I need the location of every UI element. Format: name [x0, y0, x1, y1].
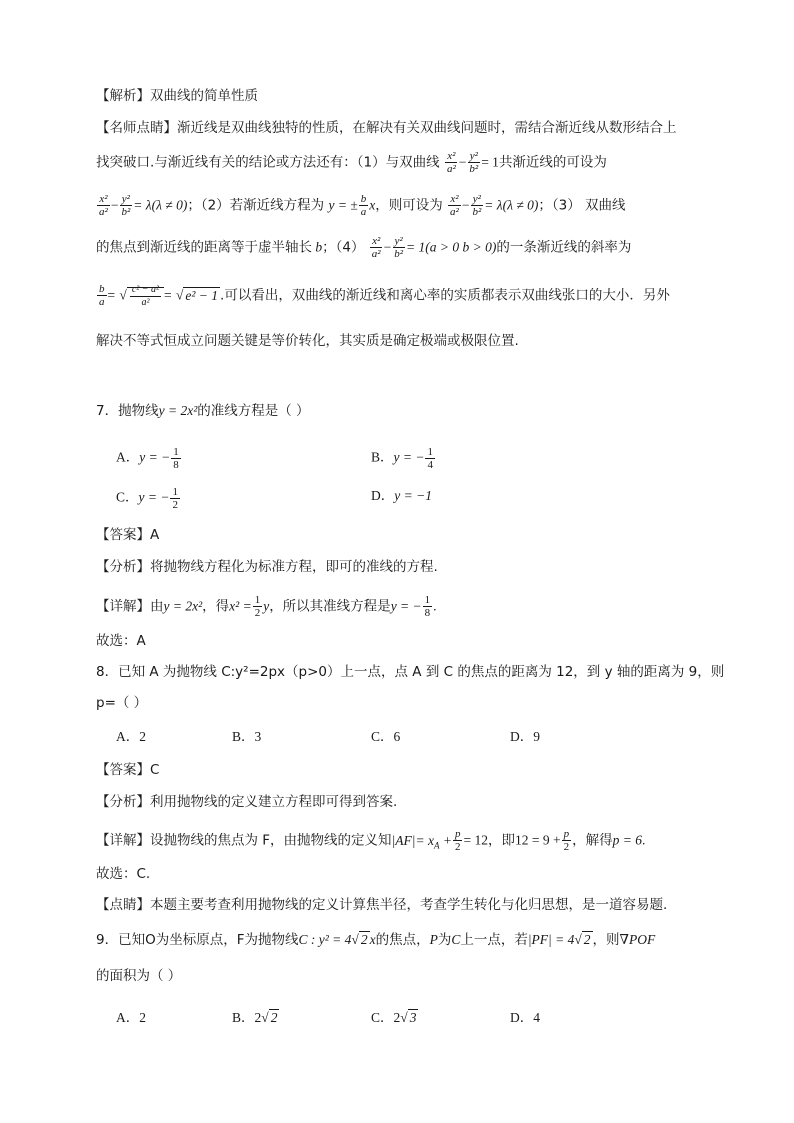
formula-frac: $\frac{\text{y²}}{\text{b²}}$: [121, 193, 131, 218]
q8-option-b[interactable]: [232, 727, 261, 747]
formula-frac: $\frac{b}{a}$: [99, 283, 105, 308]
q8-xiangjie: 【详解】设抛物线的焦点为 F，由抛物线的定义知$|AF|= x_A$ + $\frac{p}{2}$ = 12，即12 = 9 + $\frac{p}{2}$ ，解得p = 6.: [96, 828, 646, 853]
q8-option-a[interactable]: [116, 727, 146, 747]
conclusion-text: 故选：A: [96, 633, 146, 649]
text-segment: 解决不等式恒成立问题关键是等价转化，其实质是确定极端或极限位置.: [96, 333, 519, 349]
answer-value: A: [150, 527, 160, 543]
text-segment: ；（4）: [322, 239, 365, 256]
option-text: A．2: [116, 729, 146, 744]
answer-tag: 【答案】: [96, 762, 150, 778]
text-segment: 已知O为坐标原点，F为抛物线: [118, 932, 299, 948]
q7-guxuan: [96, 631, 146, 651]
q9-stem-line-1: 9．已知O为坐标原点，F为抛物线C : y² = 4√ 2 x的焦点，P为C上一点，若|PF| = 4√ 2 ，则∇POF: [96, 932, 656, 948]
option-text: B．3: [232, 729, 262, 744]
option-label: D．: [371, 488, 395, 503]
dianjing-tag: 【名师点睛】: [96, 120, 177, 136]
formula-frac: $\frac{1}{4}$: [427, 446, 433, 471]
formula-frac: $\frac{1}{2}$: [254, 594, 261, 619]
text-segment: （2）若渐近线方程为: [200, 197, 325, 214]
option-text: D．9: [510, 729, 540, 744]
q8-fenxi: [96, 792, 397, 812]
q7-option-b[interactable]: B．y = − $\frac{1}{4}$: [371, 446, 433, 471]
option-text: A．2: [116, 1010, 146, 1025]
q8-guxuan: [96, 864, 150, 884]
q7-option-a[interactable]: A．y = − $\frac{1}{8}$: [116, 446, 179, 471]
formula-frac: $\frac{\text{x²}}{\text{a²}}$: [371, 235, 381, 260]
formula-frac: $\frac{\text{x²}}{\text{a²}}$: [99, 193, 108, 218]
formula-frac: $\frac{1}{8}$: [173, 446, 179, 471]
sqrt-formula: √ $\frac{\text{c² − a²}}{\text{a²}}$: [119, 287, 164, 303]
q9-option-b[interactable]: B．2√ 2: [232, 1010, 278, 1025]
text-segment: ，解得: [572, 832, 613, 849]
option-label: C．: [116, 489, 139, 505]
q9-option-d[interactable]: [510, 1008, 540, 1028]
text-segment: 由: [150, 598, 164, 615]
jiexi-text: 双曲线的简单性质: [150, 88, 258, 104]
dianjing-line-2: 找突破口.与渐近线有关的结论或方法还有：（1）与双曲线 $\frac{\text{x²}}{\text{a²}}$ − $\frac{\text{y²}}{\text{b²}}$ = 1共渐近线的可设为: [96, 150, 607, 175]
q7-answer: [96, 525, 159, 545]
fenxi-text: 将抛物线方程化为标准方程，即可的准线的方程.: [150, 559, 438, 575]
q9-option-c[interactable]: C．2√ 3: [371, 1010, 417, 1025]
dianjing-line-6: [96, 331, 519, 351]
fenxi-text: 利用抛物线的定义建立方程即可得到答案.: [150, 794, 398, 810]
text-segment: ，即: [487, 832, 515, 849]
q7-stem: 7．抛物线y = 2x²的准线方程是（ ）: [96, 403, 310, 419]
q7-option-c[interactable]: C．y = − $\frac{1}{2}$: [116, 486, 178, 511]
q7-option-d[interactable]: D．y = −1: [371, 488, 432, 503]
dianjing-line-4: 的焦点到渐近线的距离等于虚半轴长 b；（4） $\frac{\text{x²}}{\text{a²}}$ − $\frac{\text{y²}}{\text{b²}}$ = 1(a > 0 b > 0)的一条渐近线的斜率为: [96, 235, 632, 260]
text-segment: ，所以其准线方程是: [269, 598, 391, 615]
formula-frac: $\frac{1}{8}$: [424, 594, 431, 619]
text-segment: ，则: [592, 932, 620, 948]
option-label: A．: [116, 449, 140, 465]
dianjing-line-1: [96, 118, 677, 138]
q9-option-a[interactable]: [116, 1008, 146, 1028]
text-segment: 为: [437, 932, 452, 948]
dianjing-text: 渐近线是双曲线独特的性质，在解决有关双曲线问题时，需结合渐近线从数形结合上: [177, 120, 677, 136]
option-text: C．6: [371, 729, 401, 744]
q7-fenxi: [96, 557, 438, 577]
question-number: 8．: [96, 664, 119, 680]
text-segment: 上一点，若: [460, 932, 528, 948]
fenxi-tag: 【分析】: [96, 794, 150, 810]
dianjing-text: 本题主要考查利用抛物线的定义计算焦半径，考查学生转化与化归思想，是一道容易题.: [150, 897, 668, 913]
option-label: B．: [232, 1010, 255, 1025]
formula-frac: $\frac{\text{x²}}{\text{a²}}$: [450, 193, 459, 218]
xiangjie-tag: 【详解】: [96, 598, 150, 615]
text-segment: 的面积为（ ）: [96, 968, 182, 984]
xiangjie-tag: 【详解】: [96, 832, 150, 849]
text-segment: 的焦点到渐近线的距离等于虚半轴长: [96, 239, 312, 256]
q8-dianjing: [96, 895, 667, 915]
text-segment: 设抛物线的焦点为 F，由抛物线的定义知: [150, 832, 392, 849]
q8-answer: [96, 760, 159, 780]
answer-value: C: [150, 762, 160, 778]
formula-x2-a2: $\frac{\text{x²}}{\text{a²}}$: [446, 150, 456, 175]
text-segment: 抛物线: [118, 403, 159, 419]
question-number: 9．: [96, 932, 119, 948]
formula-frac: $\frac{p}{2}$: [563, 828, 570, 853]
formula-frac: $\frac{\text{y²}}{\text{b²}}$: [394, 235, 404, 260]
q7-xiangjie: 【详解】由y = 2x²，得x² = $\frac{1}{2}$ y，所以其准线方程是y = − $\frac{1}{8}$ .: [96, 594, 437, 619]
sqrt-e: √ e² − 1: [175, 287, 219, 303]
q8-stem-line-2: [96, 693, 147, 713]
jiexi-tag: 【解析】: [96, 88, 150, 104]
question-number: 7．: [96, 403, 119, 419]
text-segment: 的一条渐近线的斜率为: [496, 239, 632, 256]
dianjing-tag: 【点睛】: [96, 897, 150, 913]
formula-frac: $\frac{\text{y²}}{\text{b²}}$: [472, 193, 482, 218]
formula-frac: $\frac{p}{2}$: [454, 828, 461, 853]
option-text: D．4: [510, 1010, 540, 1025]
text-segment: 的焦点，: [375, 932, 430, 948]
formula-frac: $\frac{1}{2}$: [172, 486, 178, 511]
formula-frac: $\frac{b}{a}$: [360, 193, 367, 218]
option-label: C．: [371, 1010, 394, 1025]
conclusion-text: 故选：C.: [96, 866, 151, 882]
text-segment: ，得: [202, 598, 230, 615]
text-segment: p=（ ）: [96, 695, 148, 711]
text-segment: .可以看出，双曲线的渐近线和离心率的实质都表示双曲线张口的大小．另外: [220, 287, 670, 304]
dianjing-line-5: $\frac{b}{a}$ = √ $\frac{\text{c² − a²}}{\text{a²}}$ = √ e² − 1 .可以看出，双曲线的渐近线和离心率的实质都表示双曲线张口的大小．另外: [99, 283, 670, 308]
text-segment: 已知 A 为抛物线 C:y²=2px（p>0）上一点，点 A 到 C 的焦点的距离为 12，到 y 轴的距离为 9，则: [118, 664, 725, 680]
fenxi-tag: 【分析】: [96, 559, 150, 575]
q9-stem-line-2: [96, 966, 181, 986]
text-segment: ，则可设为: [375, 197, 443, 214]
text-segment: 的准线方程是（ ）: [197, 403, 310, 419]
q8-option-c[interactable]: [371, 727, 400, 747]
jiexi-line: [96, 86, 258, 106]
answer-tag: 【答案】: [96, 527, 150, 543]
text-segment: ；（3） 双曲线: [538, 197, 626, 214]
text-segment: 共渐近线的可设为: [498, 154, 607, 171]
text-segment: 找突破口.与渐近线有关的结论或方法还有：（1）与双曲线: [96, 154, 440, 171]
q8-stem-line-1: [96, 662, 724, 682]
option-label: B．: [371, 449, 394, 465]
dianjing-line-3: $\frac{\text{x²}}{\text{a²}}$ − $\frac{\text{y²}}{\text{b²}}$ = λ(λ ≠ 0)；（2）若渐近线方程为 y = ± $\frac{b}{a}$ x，则可设为 $\frac{\text{x²}}{\text{a²}}$ − $\frac{\text{y²}}{\text{b²}}$ = λ(λ ≠ 0)；（3） 双曲线: [99, 193, 626, 218]
q8-option-d[interactable]: [510, 727, 540, 747]
formula-y2-b2: $\frac{\text{y²}}{\text{b²}}$: [469, 150, 479, 175]
